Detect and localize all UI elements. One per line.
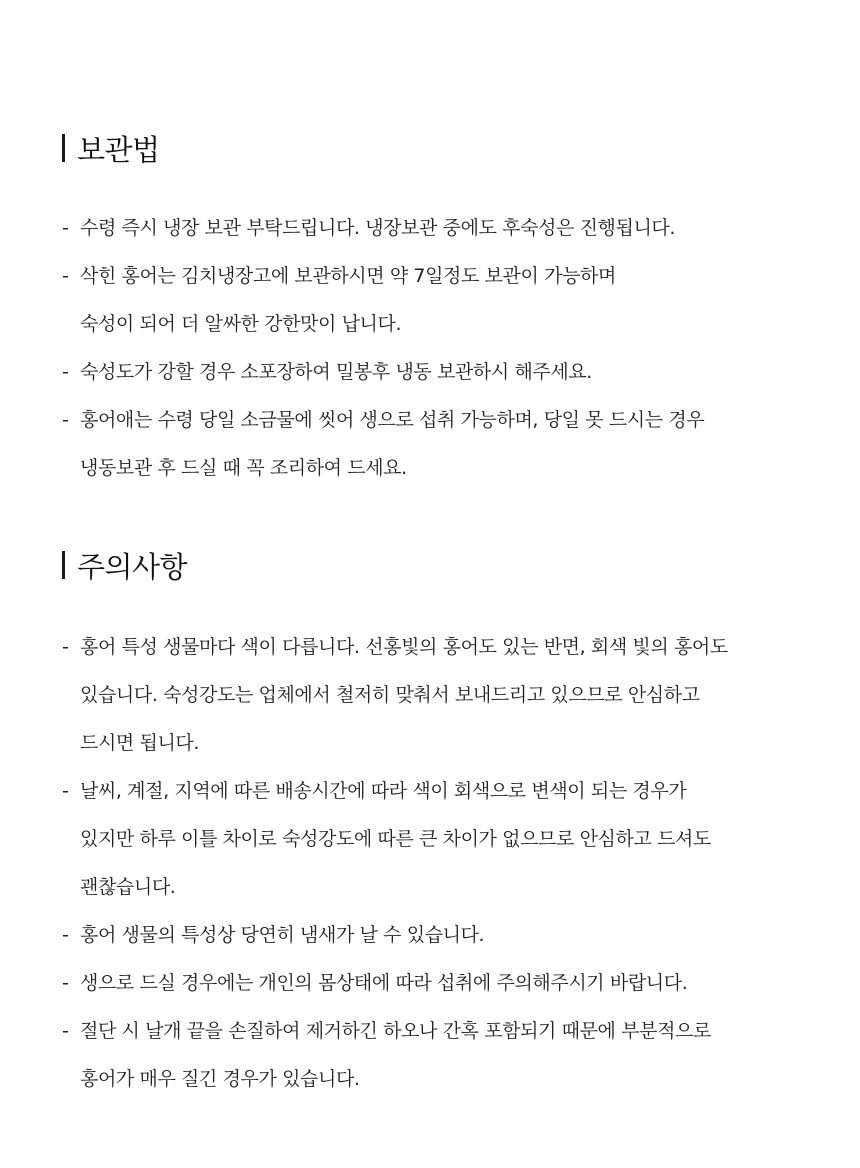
list-item-text [80, 396, 820, 492]
bullet-dash: - [62, 924, 69, 946]
list-item-line: 드시면 됩니다. [80, 732, 200, 754]
list-item [62, 252, 820, 348]
caution-section [62, 545, 820, 1103]
list-item-line: 홍어가 매우 질긴 경우가 있습니다. [80, 1068, 360, 1090]
storage-list [62, 204, 820, 492]
list-item [62, 623, 820, 767]
bullet-dash: - [62, 972, 69, 994]
list-item-line: 숙성도가 강할 경우 소포장하여 밀봉후 냉동 보관하시 해주세요. [80, 361, 592, 383]
bullet-dash: - [62, 636, 69, 658]
list-item-text [80, 1007, 820, 1103]
list-item-line: 홍어애는 수령 당일 소금물에 씻어 생으로 섭취 가능하며, 당일 못 드시는 경우 [80, 409, 705, 431]
list-item-line: 괜찮습니다. [80, 876, 176, 898]
list-item-line: 숙성이 되어 더 알싸한 강한맛이 납니다. [80, 313, 402, 335]
bullet-dash: - [62, 409, 69, 431]
list-item [62, 348, 820, 396]
list-item-text [80, 623, 820, 767]
list-item-line: 홍어 생물의 특성상 당연히 냄새가 날 수 있습니다. [80, 924, 485, 946]
caution-heading-text: 주의사항 [77, 549, 188, 584]
bullet-dash: - [62, 780, 69, 802]
list-item-text [80, 204, 820, 252]
list-item-text [80, 911, 820, 959]
caution-heading [62, 545, 820, 585]
list-item [62, 204, 820, 252]
heading-bar [62, 134, 65, 162]
bullet-dash: - [62, 265, 69, 287]
list-item-line: 있습니다. 숙성강도는 업체에서 철저히 맞춰서 보내드리고 있으므로 안심하고 [80, 684, 700, 706]
bullet-dash: - [62, 1020, 69, 1042]
list-item [62, 396, 820, 492]
heading-bar [62, 551, 65, 579]
list-item-line: 있지만 하루 이틀 차이로 숙성강도에 따른 큰 차이가 없으므로 안심하고 드셔도 [80, 828, 711, 850]
list-item-text [80, 959, 820, 1007]
list-item-line: 생으로 드실 경우에는 개인의 몸상태에 따라 섭취에 주의해주시기 바랍니다. [80, 972, 688, 994]
list-item-line: 홍어 특성 생물마다 색이 다릅니다. 선홍빛의 홍어도 있는 반면, 회색 빛의 홍어도 [80, 636, 728, 658]
list-item [62, 959, 820, 1007]
list-item-line: 수령 즉시 냉장 보관 부탁드립니다. 냉장보관 중에도 후숙성은 진행됩니다. [80, 217, 676, 239]
list-item-line: 삭힌 홍어는 김치냉장고에 보관하시면 약 7일정도 보관이 가능하며 [80, 265, 616, 287]
list-item-text [80, 348, 820, 396]
list-item [62, 767, 820, 911]
bullet-dash: - [62, 217, 69, 239]
storage-heading-text: 보관법 [77, 132, 160, 167]
list-item-line: 절단 시 날개 끝을 손질하여 제거하긴 하오나 간혹 포함되기 때문에 부분적으로 [80, 1020, 711, 1042]
bullet-dash: - [62, 361, 69, 383]
list-item-text [80, 252, 820, 348]
list-item [62, 911, 820, 959]
list-item-text [80, 767, 820, 911]
list-item-line: 날씨, 계절, 지역에 따른 배송시간에 따라 색이 회색으로 변색이 되는 경우가 [80, 780, 687, 802]
storage-section [62, 128, 820, 492]
list-item [62, 1007, 820, 1103]
storage-heading [62, 128, 820, 168]
caution-list [62, 623, 820, 1103]
list-item-line: 냉동보관 후 드실 때 꼭 조리하여 드세요. [80, 457, 407, 479]
